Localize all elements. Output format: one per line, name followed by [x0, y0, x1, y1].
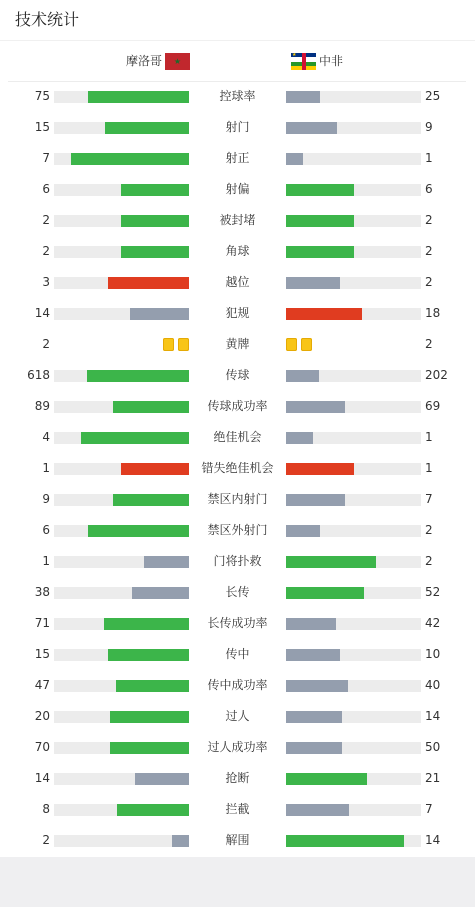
away-stat-value: 2 [425, 523, 433, 537]
home-stat-value: 20 [34, 709, 50, 723]
away-stat-bar-track [286, 711, 421, 723]
home-stat-bar-fill [110, 711, 189, 723]
stat-row [0, 577, 475, 608]
stat-label: 射门 [225, 120, 250, 134]
away-stat-bar-fill [286, 525, 320, 537]
home-stat-value: 618 [27, 368, 50, 382]
home-stat-bar-track [54, 742, 189, 754]
stat-row [0, 639, 475, 670]
away-stat-value: 6 [425, 182, 433, 196]
away-stat-bar-fill [286, 556, 376, 568]
home-stat-value: 70 [34, 740, 50, 754]
stat-row [0, 112, 475, 143]
away-stat-value: 18 [425, 306, 441, 320]
home-stat-bar-track [54, 618, 189, 630]
home-stat-bar-track [54, 711, 189, 723]
section-title: 技术统计 [15, 10, 80, 29]
home-stat-value: 8 [42, 802, 50, 816]
stat-label: 越位 [225, 275, 250, 289]
home-stat-bar-track [54, 184, 189, 196]
stat-row [0, 825, 475, 856]
away-stat-bar-fill [286, 277, 340, 289]
yellow-card-icon [301, 338, 312, 351]
stat-row [0, 484, 475, 515]
home-stat-bar-fill [144, 556, 189, 568]
away-stat-bar-track [286, 835, 421, 847]
home-stat-bar-track [54, 463, 189, 475]
home-stat-bar-track [54, 215, 189, 227]
stat-row [0, 143, 475, 174]
stat-row [0, 701, 475, 732]
stat-row [0, 205, 475, 236]
home-stat-bar-fill [88, 91, 189, 103]
home-stat-value: 15 [34, 647, 50, 661]
stat-label: 抢断 [225, 771, 250, 785]
home-stat-value: 2 [42, 833, 50, 847]
away-stat-bar-track [286, 308, 421, 320]
home-stat-bar-fill [135, 773, 189, 785]
away-stat-bar-fill [286, 215, 354, 227]
home-stat-bar-track [54, 649, 189, 661]
home-stat-bar-fill [104, 618, 189, 630]
central-african-republic-flag-icon: ★ [291, 53, 316, 70]
home-stat-value: 9 [42, 492, 50, 506]
away-stat-bar-track [286, 184, 421, 196]
away-stat-bar-track [286, 122, 421, 134]
home-stat-value: 2 [42, 213, 50, 227]
away-stat-value: 2 [425, 275, 433, 289]
stat-label: 传球成功率 [207, 399, 268, 413]
home-stat-bar-track [54, 277, 189, 289]
away-stat-bar-fill [286, 649, 340, 661]
stat-label: 过人成功率 [207, 740, 268, 754]
home-stat-bar-track [54, 432, 189, 444]
away-stat-bar-fill [286, 246, 354, 258]
stat-label: 控球率 [219, 89, 256, 103]
home-stat-bar-fill [81, 432, 189, 444]
away-stat-bar-track [286, 277, 421, 289]
home-stat-bar-fill [132, 587, 189, 599]
home-stat-bar-fill [88, 525, 189, 537]
stat-label: 门将扑救 [213, 554, 262, 568]
away-stat-value: 50 [425, 740, 441, 754]
away-stat-bar-track [286, 370, 421, 382]
stat-label: 禁区内射门 [207, 492, 268, 506]
home-stat-value: 71 [34, 616, 50, 630]
home-stat-value: 7 [42, 151, 50, 165]
home-stat-value: 4 [42, 430, 50, 444]
away-stat-bar-fill [286, 91, 320, 103]
home-stat-bar-fill [121, 246, 189, 258]
home-stat-bar-fill [130, 308, 189, 320]
home-stat-bar-track [54, 494, 189, 506]
home-stat-value: 14 [34, 306, 50, 320]
stat-row [0, 763, 475, 794]
away-stat-bar-fill [286, 308, 362, 320]
home-stat-bar-track [54, 401, 189, 413]
away-stat-bar-fill [286, 618, 336, 630]
home-team-name: 摩洛哥 [125, 54, 162, 68]
stat-row [0, 298, 475, 329]
away-stat-value: 1 [425, 461, 433, 475]
away-stat-value: 2 [425, 554, 433, 568]
away-stat-bar-fill [286, 153, 303, 165]
away-stat-bar-track [286, 773, 421, 785]
stat-row [0, 329, 475, 360]
stat-row [0, 670, 475, 701]
home-stat-bar-fill [110, 742, 189, 754]
home-stat-value: 1 [42, 461, 50, 475]
stat-label: 传球 [225, 368, 250, 382]
stat-label: 传中 [225, 647, 250, 661]
home-stat-value: 14 [34, 771, 50, 785]
away-stat-bar-fill [286, 804, 349, 816]
stat-label: 过人 [225, 709, 250, 723]
away-stat-bar-track [286, 618, 421, 630]
away-stat-bar-track [286, 215, 421, 227]
home-stat-value: 1 [42, 554, 50, 568]
home-stat-bar-track [54, 835, 189, 847]
away-stat-value: 21 [425, 771, 441, 785]
home-stat-value: 3 [42, 275, 50, 289]
morocco-flag-icon: ★ [165, 53, 190, 70]
away-stat-bar-track [286, 742, 421, 754]
home-stat-bar-track [54, 153, 189, 165]
away-stat-bar-fill [286, 680, 348, 692]
yellow-card-icon [178, 338, 189, 351]
away-stat-value: 7 [425, 492, 433, 506]
away-stat-bar-track [286, 649, 421, 661]
away-stat-bar-fill [286, 835, 404, 847]
home-stat-bar-fill [121, 184, 189, 196]
stat-label: 绝佳机会 [213, 430, 262, 444]
away-stat-bar-track [286, 463, 421, 475]
stat-row [0, 174, 475, 205]
home-stat-bar-track [54, 308, 189, 320]
home-stat-bar-fill [116, 680, 189, 692]
home-stat-bar-track [54, 246, 189, 258]
away-stat-bar-track [286, 246, 421, 258]
stat-label: 拦截 [225, 802, 250, 816]
home-stat-bar-fill [108, 277, 189, 289]
stat-label: 长传成功率 [207, 616, 268, 630]
away-stat-value: 14 [425, 709, 441, 723]
stat-label: 黄牌 [225, 337, 250, 351]
stat-row [0, 360, 475, 391]
away-stat-bar-track [286, 556, 421, 568]
home-stat-value: 89 [34, 399, 50, 413]
away-stat-bar-track [286, 587, 421, 599]
home-stat-bar-fill [172, 835, 189, 847]
away-stat-value: 2 [425, 244, 433, 258]
away-stat-bar-track [286, 432, 421, 444]
home-stat-bar-fill [113, 494, 189, 506]
away-stat-value: 52 [425, 585, 441, 599]
away-stat-value: 9 [425, 120, 433, 134]
away-stat-bar-track [286, 153, 421, 165]
home-stat-value: 2 [42, 244, 50, 258]
home-stat-bar-track [54, 122, 189, 134]
home-stat-bar-fill [113, 401, 189, 413]
stat-row [0, 794, 475, 825]
home-stat-bar-track [54, 587, 189, 599]
away-stat-bar-fill [286, 184, 354, 196]
home-yellow-cards [54, 338, 189, 351]
away-stat-value: 7 [425, 802, 433, 816]
stat-row [0, 422, 475, 453]
away-stat-bar-track [286, 401, 421, 413]
home-stat-bar-track [54, 804, 189, 816]
stat-label: 犯规 [225, 306, 250, 320]
away-stat-value: 202 [425, 368, 448, 382]
home-stat-value: 15 [34, 120, 50, 134]
away-team-name: 中非 [319, 54, 344, 68]
away-stat-value: 1 [425, 430, 433, 444]
away-stat-bar-fill [286, 463, 354, 475]
yellow-card-icon [286, 338, 297, 351]
home-stat-bar-fill [71, 153, 189, 165]
home-stat-bar-track [54, 773, 189, 785]
away-stat-value: 42 [425, 616, 441, 630]
home-stat-bar-fill [87, 370, 189, 382]
away-stat-value: 69 [425, 399, 441, 413]
away-stat-bar-fill [286, 587, 364, 599]
away-stat-value: 2 [425, 213, 433, 227]
home-stat-value: 2 [42, 337, 50, 351]
away-stat-value: 40 [425, 678, 441, 692]
stat-label: 射正 [225, 151, 250, 165]
home-stat-bar-fill [105, 122, 189, 134]
stat-label: 被封堵 [219, 213, 256, 227]
stat-label: 禁区外射门 [207, 523, 268, 537]
stat-row [0, 236, 475, 267]
away-stat-bar-fill [286, 122, 337, 134]
home-stat-bar-track [54, 680, 189, 692]
away-stat-bar-fill [286, 370, 319, 382]
stat-label: 解围 [225, 833, 250, 847]
away-stat-bar-track [286, 804, 421, 816]
home-stat-bar-fill [121, 215, 189, 227]
away-stat-bar-fill [286, 432, 313, 444]
away-stat-bar-track [286, 494, 421, 506]
stat-label: 角球 [225, 244, 250, 258]
away-yellow-cards [286, 338, 421, 351]
stat-row [0, 546, 475, 577]
stat-row [0, 267, 475, 298]
stat-row [0, 515, 475, 546]
away-stat-bar-track [286, 680, 421, 692]
home-stat-value: 75 [34, 89, 50, 103]
stat-row [0, 391, 475, 422]
away-stat-value: 25 [425, 89, 441, 103]
home-stat-value: 47 [34, 678, 50, 692]
stat-label: 传中成功率 [207, 678, 268, 692]
away-stat-bar-fill [286, 494, 345, 506]
home-stat-bar-fill [117, 804, 189, 816]
away-stat-bar-track [286, 525, 421, 537]
home-stat-bar-fill [108, 649, 189, 661]
stat-row [0, 81, 475, 112]
home-stat-value: 6 [42, 182, 50, 196]
home-stat-bar-track [54, 525, 189, 537]
away-stat-bar-fill [286, 773, 367, 785]
away-stat-value: 2 [425, 337, 433, 351]
divider [0, 40, 475, 41]
yellow-card-icon [163, 338, 174, 351]
away-stat-value: 10 [425, 647, 441, 661]
home-stat-bar-track [54, 556, 189, 568]
stat-row [0, 608, 475, 639]
home-stat-bar-track [54, 370, 189, 382]
away-stat-value: 14 [425, 833, 441, 847]
home-stat-bar-fill [121, 463, 189, 475]
home-stat-value: 38 [34, 585, 50, 599]
stat-label: 长传 [225, 585, 250, 599]
away-stat-bar-fill [286, 742, 342, 754]
stat-row [0, 453, 475, 484]
away-stat-bar-fill [286, 711, 342, 723]
away-stat-bar-fill [286, 401, 345, 413]
home-stat-bar-track [54, 91, 189, 103]
stat-row [0, 732, 475, 763]
away-stat-bar-track [286, 91, 421, 103]
home-stat-value: 6 [42, 523, 50, 537]
away-stat-value: 1 [425, 151, 433, 165]
stat-label: 射偏 [225, 182, 250, 196]
stat-label: 错失绝佳机会 [201, 461, 274, 475]
